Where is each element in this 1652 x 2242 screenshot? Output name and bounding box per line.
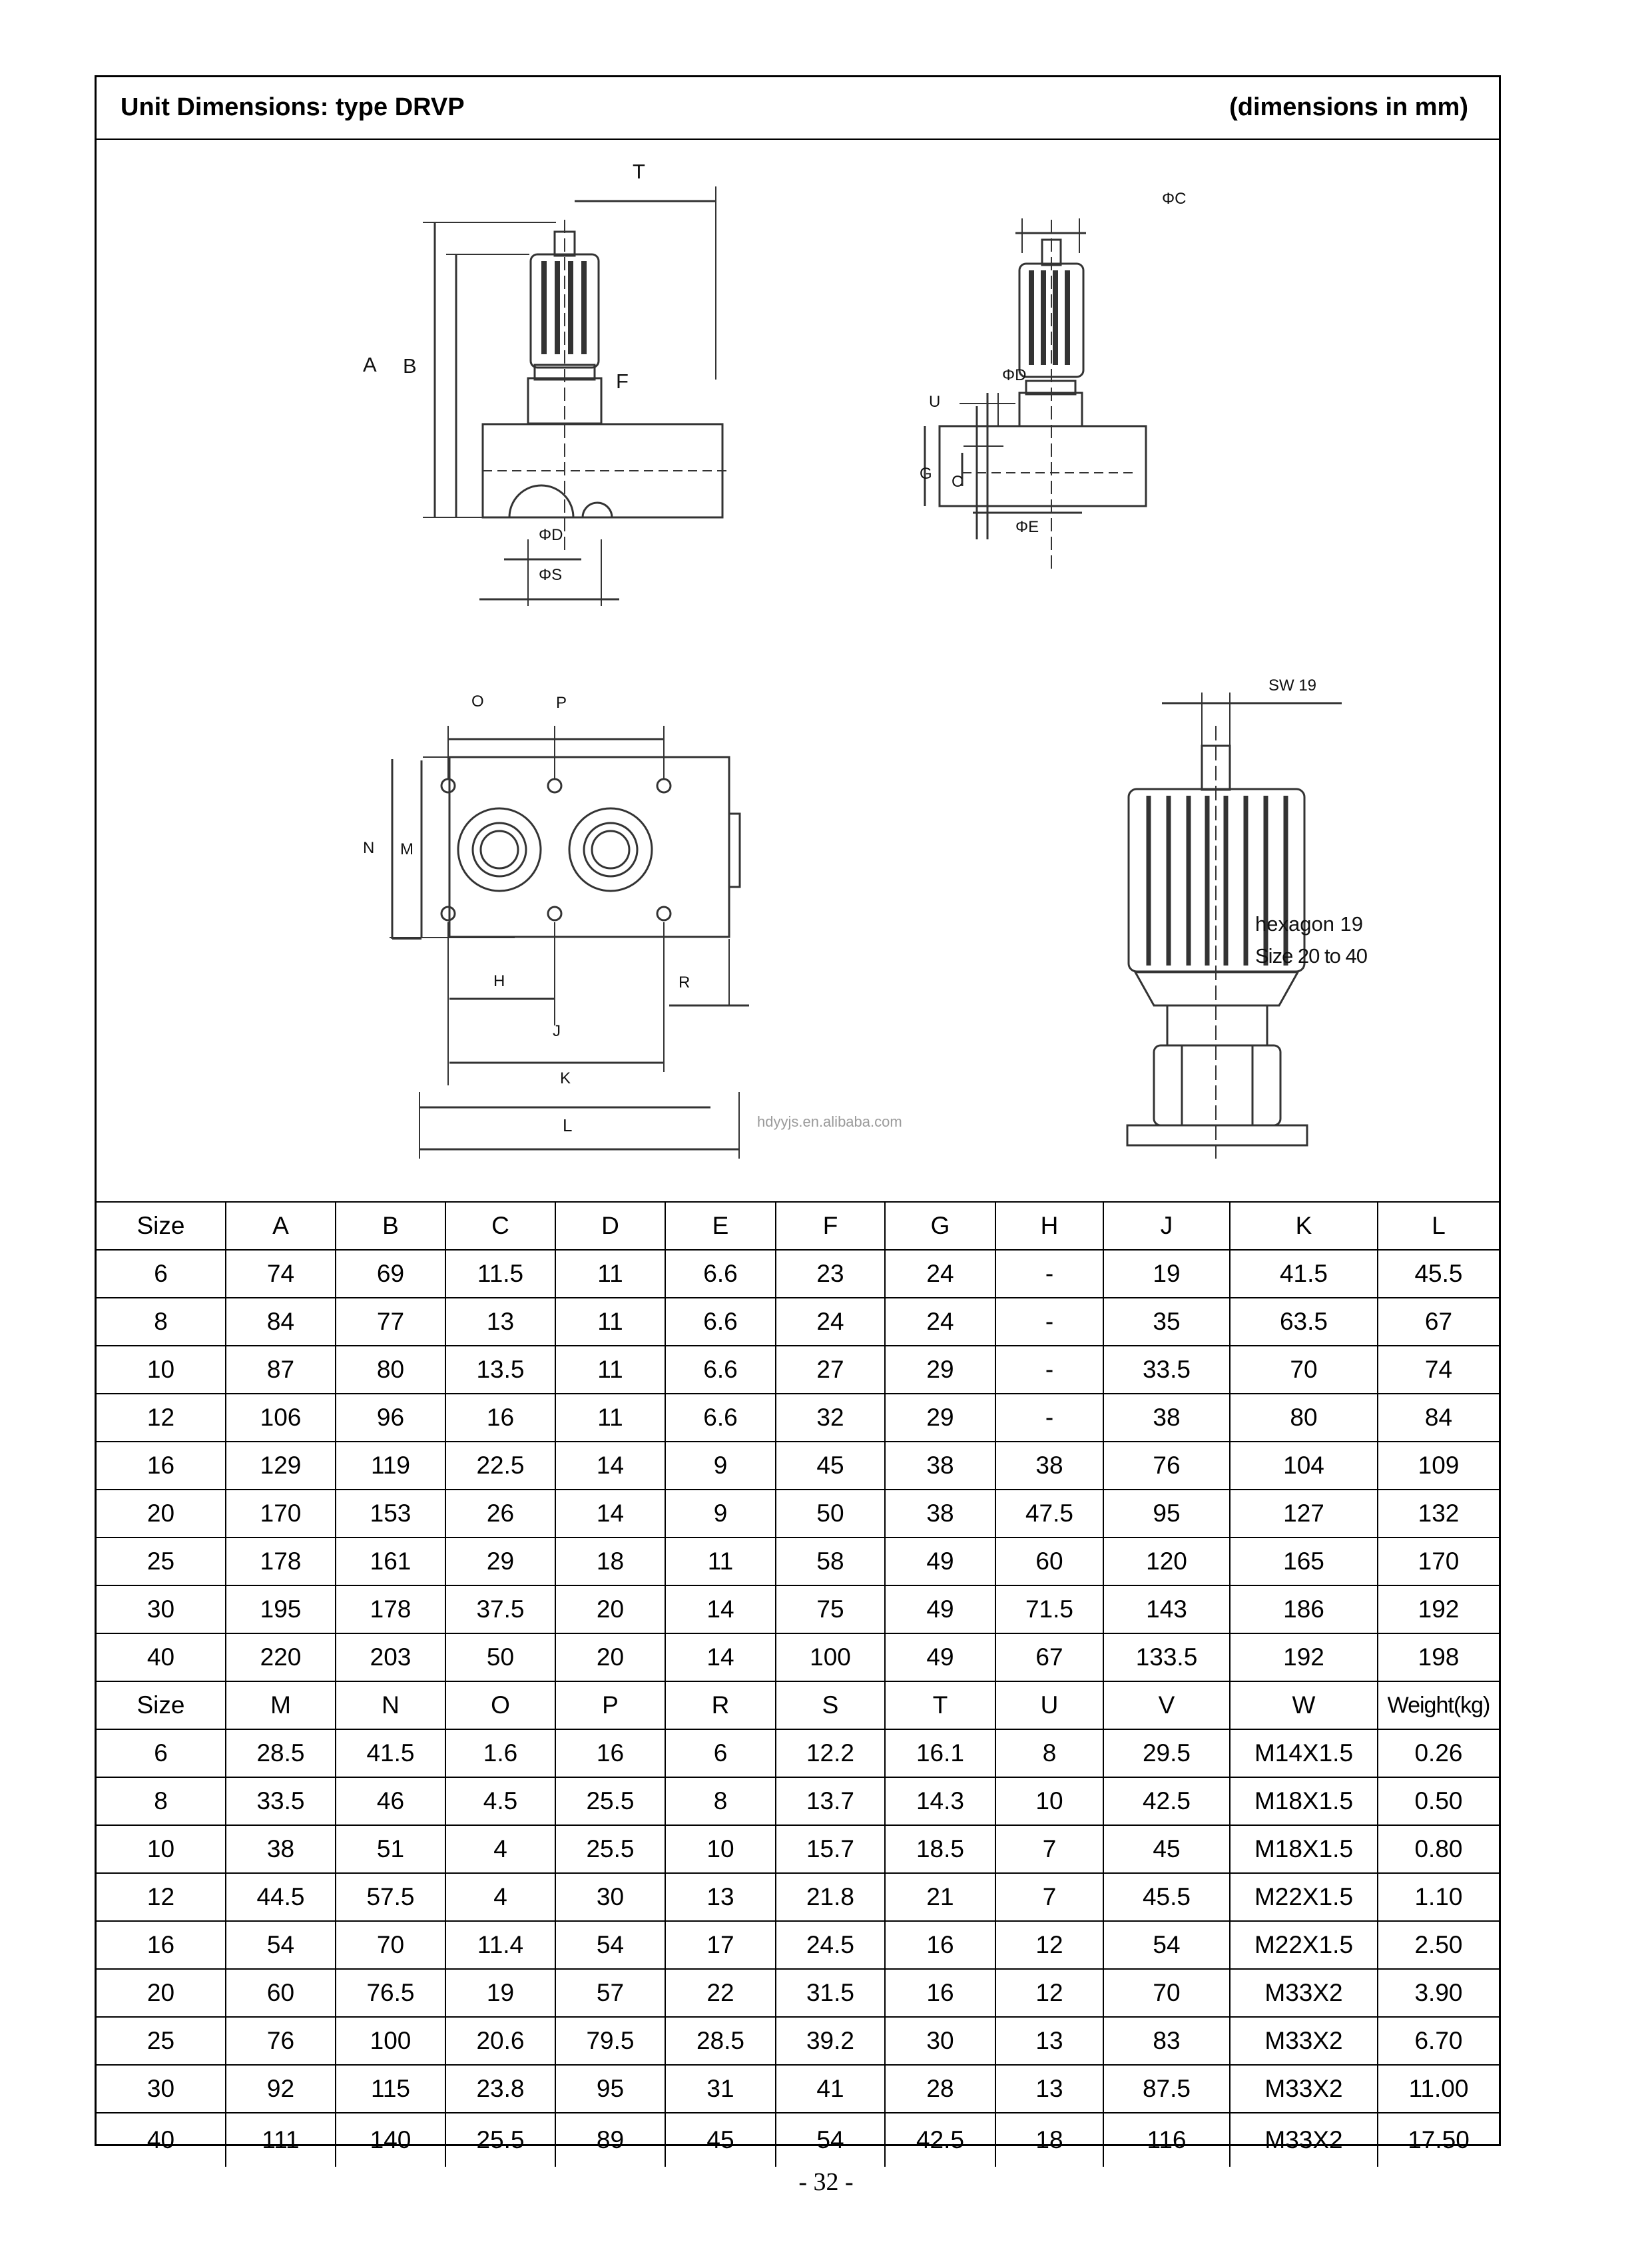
dim-label-n: N: [363, 839, 375, 857]
table-cell: 6.6: [665, 1394, 776, 1442]
table-cell: 7: [995, 1873, 1103, 1921]
table-cell: 74: [1378, 1346, 1499, 1394]
table-cell: 109: [1378, 1442, 1499, 1490]
table-row: [97, 1729, 1499, 1777]
table-cell: 77: [336, 1298, 445, 1346]
drawing-lines: [97, 140, 1499, 1201]
table-cell: 83: [1103, 2017, 1230, 2065]
table-cell: 79.5: [555, 2017, 665, 2065]
table-cell: 178: [336, 1585, 445, 1633]
table-cell: 6.6: [665, 1298, 776, 1346]
table-cell: 58: [776, 1538, 885, 1585]
table-row: [97, 1298, 1499, 1346]
table-cell: 10: [665, 1825, 776, 1873]
table-cell: 13.5: [445, 1346, 555, 1394]
table-cell: 57: [555, 1969, 665, 2017]
dim-label-d1: ΦD: [539, 526, 563, 544]
column-header: U: [995, 1681, 1103, 1729]
table-cell: 100: [776, 1633, 885, 1681]
table-cell: 84: [226, 1298, 336, 1346]
table-cell: 38: [226, 1825, 336, 1873]
table-cell: 119: [336, 1442, 445, 1490]
table-cell: 14: [555, 1490, 665, 1538]
table-cell: 95: [1103, 1490, 1230, 1538]
table-cell: 220: [226, 1633, 336, 1681]
table-cell: 14.3: [885, 1777, 995, 1825]
dim-label-p: P: [556, 694, 567, 712]
table-cell: 71.5: [995, 1585, 1103, 1633]
table-cell: M33X2: [1230, 2113, 1378, 2167]
table-cell: 49: [885, 1633, 995, 1681]
size-range-note: Size 20 to 40: [1255, 944, 1367, 968]
table-cell: 100: [336, 2017, 445, 2065]
table-cell: 16: [97, 1921, 226, 1969]
table-cell: 22.5: [445, 1442, 555, 1490]
table-cell: 16: [885, 1921, 995, 1969]
table-cell: 195: [226, 1585, 336, 1633]
table-cell: 198: [1378, 1633, 1499, 1681]
units-note: (dimensions in mm): [1229, 93, 1468, 121]
technical-drawing: [97, 140, 1499, 1201]
table-cell: 76: [226, 2017, 336, 2065]
table-row: [97, 1346, 1499, 1394]
column-header: V: [1103, 1681, 1230, 1729]
table-cell: 23: [776, 1250, 885, 1298]
table-cell: 13: [445, 1298, 555, 1346]
table-cell: 25.5: [555, 1777, 665, 1825]
table-cell: 25.5: [445, 2113, 555, 2167]
table-cell: 133.5: [1103, 1633, 1230, 1681]
table-cell: 12: [995, 1921, 1103, 1969]
table-cell: 13.7: [776, 1777, 885, 1825]
dim-label-k: K: [560, 1069, 571, 1087]
table-cell: 1.6: [445, 1729, 555, 1777]
column-header: Weight(kg): [1378, 1681, 1499, 1729]
table-cell: 161: [336, 1538, 445, 1585]
table-cell: 46: [336, 1777, 445, 1825]
table-cell: 203: [336, 1633, 445, 1681]
table-cell: 116: [1103, 2113, 1230, 2167]
table-row: [97, 2113, 1499, 2167]
column-header: O: [445, 1681, 555, 1729]
table-cell: 27: [776, 1346, 885, 1394]
table-cell: 29: [885, 1346, 995, 1394]
table-cell: 120: [1103, 1538, 1230, 1585]
table-cell: 70: [336, 1921, 445, 1969]
header-row-a-l: [97, 1202, 1499, 1250]
table-cell: 38: [1103, 1394, 1230, 1442]
table-cell: 6.70: [1378, 2017, 1499, 2065]
table-cell: 16: [97, 1442, 226, 1490]
table-cell: 11: [555, 1298, 665, 1346]
column-header: K: [1230, 1202, 1378, 1250]
table-cell: 74: [226, 1250, 336, 1298]
table-cell: 132: [1378, 1490, 1499, 1538]
table-row: [97, 1250, 1499, 1298]
table-cell: 67: [1378, 1298, 1499, 1346]
column-header: Size: [97, 1202, 226, 1250]
table-cell: 8: [97, 1298, 226, 1346]
table-cell: 8: [995, 1729, 1103, 1777]
column-header: J: [1103, 1202, 1230, 1250]
table-cell: 4: [445, 1825, 555, 1873]
table-cell: -: [995, 1250, 1103, 1298]
table-cell: 104: [1230, 1442, 1378, 1490]
table-cell: 20: [555, 1585, 665, 1633]
column-header: R: [665, 1681, 776, 1729]
column-header: T: [885, 1681, 995, 1729]
table-cell: 24: [885, 1298, 995, 1346]
dimension-sheet: [95, 75, 1501, 2153]
table-cell: 14: [555, 1442, 665, 1490]
table-cell: 70: [1103, 1969, 1230, 2017]
table-cell: 11: [555, 1250, 665, 1298]
table-cell: 24: [776, 1298, 885, 1346]
dim-label-r: R: [679, 974, 690, 991]
bottom-view: [390, 726, 749, 1159]
table-cell: 42.5: [1103, 1777, 1230, 1825]
side-view: [423, 186, 729, 606]
watermark: hdyyjs.en.alibaba.com: [757, 1113, 902, 1130]
dim-label-sw: SW 19: [1268, 677, 1317, 695]
column-header: B: [336, 1202, 445, 1250]
table-cell: 25: [97, 2017, 226, 2065]
table-cell: 16: [555, 1729, 665, 1777]
table-cell: M33X2: [1230, 2065, 1378, 2113]
table-cell: 42.5: [885, 2113, 995, 2167]
table-cell: 11: [665, 1538, 776, 1585]
table-cell: 11: [555, 1346, 665, 1394]
table-cell: 45: [665, 2113, 776, 2167]
dim-label-t: T: [633, 160, 645, 183]
table-cell: 80: [1230, 1394, 1378, 1442]
table-row: [97, 1538, 1499, 1585]
table-cell: 31: [665, 2065, 776, 2113]
dim-label-d2: ΦS: [539, 566, 563, 584]
table-cell: 63.5: [1230, 1298, 1378, 1346]
table-cell: 13: [665, 1873, 776, 1921]
table-cell: 129: [226, 1442, 336, 1490]
dim-label-e: ΦE: [1015, 518, 1039, 536]
dim-label-dd: ΦD: [1002, 366, 1027, 384]
table-cell: 111: [226, 2113, 336, 2167]
column-header: N: [336, 1681, 445, 1729]
table-row: [97, 2017, 1499, 2065]
table-cell: 11: [555, 1394, 665, 1442]
table-cell: 12: [97, 1394, 226, 1442]
table-cell: 0.26: [1378, 1729, 1499, 1777]
table-cell: 89: [555, 2113, 665, 2167]
table-cell: 7: [995, 1825, 1103, 1873]
table-cell: 170: [226, 1490, 336, 1538]
table-cell: 69: [336, 1250, 445, 1298]
table-cell: 38: [885, 1490, 995, 1538]
table-cell: 45: [776, 1442, 885, 1490]
table-cell: 30: [555, 1873, 665, 1921]
column-header: D: [555, 1202, 665, 1250]
table-cell: 127: [1230, 1490, 1378, 1538]
table-cell: 10: [995, 1777, 1103, 1825]
table-cell: 44.5: [226, 1873, 336, 1921]
table-row: [97, 1442, 1499, 1490]
table-cell: 0.50: [1378, 1777, 1499, 1825]
table-cell: 4: [445, 1873, 555, 1921]
dim-label-h: H: [493, 972, 505, 990]
table-cell: 60: [226, 1969, 336, 2017]
table-cell: 12.2: [776, 1729, 885, 1777]
table-cell: 165: [1230, 1538, 1378, 1585]
table-cell: 95: [555, 2065, 665, 2113]
table-cell: 0.80: [1378, 1825, 1499, 1873]
column-header: G: [885, 1202, 995, 1250]
column-header: C: [445, 1202, 555, 1250]
hexagon-note: hexagon 19: [1255, 912, 1364, 936]
table-cell: 1.10: [1378, 1873, 1499, 1921]
table-cell: M33X2: [1230, 1969, 1378, 2017]
table-cell: 192: [1378, 1585, 1499, 1633]
header-row-m-weight: [97, 1681, 1499, 1729]
table-cell: 84: [1378, 1394, 1499, 1442]
table-cell: 3.90: [1378, 1969, 1499, 2017]
sheet-title: Unit Dimensions: type DRVP: [121, 93, 465, 121]
table-row: [97, 1873, 1499, 1921]
table-cell: 178: [226, 1538, 336, 1585]
table-cell: 28.5: [226, 1729, 336, 1777]
table-cell: 14: [665, 1633, 776, 1681]
table-cell: 67: [995, 1633, 1103, 1681]
table-cell: 115: [336, 2065, 445, 2113]
sheet-header: [97, 77, 1499, 140]
table-cell: 143: [1103, 1585, 1230, 1633]
table-cell: 45: [1103, 1825, 1230, 1873]
table-cell: -: [995, 1394, 1103, 1442]
table-cell: M22X1.5: [1230, 1873, 1378, 1921]
table-cell: 21.8: [776, 1873, 885, 1921]
table-cell: 51: [336, 1825, 445, 1873]
table-cell: 28.5: [665, 2017, 776, 2065]
table-row: [97, 1825, 1499, 1873]
table-cell: 20.6: [445, 2017, 555, 2065]
page-number: - 32 -: [798, 2168, 854, 2196]
table-cell: 87: [226, 1346, 336, 1394]
table-cell: 9: [665, 1442, 776, 1490]
table-cell: 41.5: [336, 1729, 445, 1777]
table-cell: 29: [885, 1394, 995, 1442]
table-cell: 50: [776, 1490, 885, 1538]
table-cell: 76.5: [336, 1969, 445, 2017]
table-cell: 29.5: [1103, 1729, 1230, 1777]
column-header: A: [226, 1202, 336, 1250]
table-cell: M33X2: [1230, 2017, 1378, 2065]
table-cell: 6.6: [665, 1250, 776, 1298]
dim-label-f: F: [616, 370, 629, 393]
table-cell: 24.5: [776, 1921, 885, 1969]
table-cell: 47.5: [995, 1490, 1103, 1538]
dim-label-m: M: [400, 840, 413, 858]
table-row: [97, 1633, 1499, 1681]
table-cell: 9: [665, 1490, 776, 1538]
table-cell: 20: [555, 1633, 665, 1681]
column-header: M: [226, 1681, 336, 1729]
table-cell: 26: [445, 1490, 555, 1538]
table-cell: 49: [885, 1538, 995, 1585]
table-cell: 10: [97, 1346, 226, 1394]
table-cell: 18: [995, 2113, 1103, 2167]
table-cell: 30: [97, 1585, 226, 1633]
column-header: L: [1378, 1202, 1499, 1250]
table-cell: 22: [665, 1969, 776, 2017]
table-row: [97, 1394, 1499, 1442]
dim-label-o: O: [471, 693, 484, 710]
table-cell: 35: [1103, 1298, 1230, 1346]
table-cell: 18.5: [885, 1825, 995, 1873]
table-cell: 41: [776, 2065, 885, 2113]
table-cell: 24: [885, 1250, 995, 1298]
table-cell: 16: [885, 1969, 995, 2017]
table-cell: 38: [995, 1442, 1103, 1490]
table-row: [97, 1777, 1499, 1825]
table-cell: M14X1.5: [1230, 1729, 1378, 1777]
table-cell: 20: [97, 1490, 226, 1538]
table-cell: 8: [97, 1777, 226, 1825]
table-cell: 23.8: [445, 2065, 555, 2113]
table-cell: 30: [885, 2017, 995, 2065]
table-row: [97, 1969, 1499, 2017]
table-cell: 31.5: [776, 1969, 885, 2017]
table-cell: 75: [776, 1585, 885, 1633]
dim-label-a: A: [363, 353, 377, 376]
table-cell: 40: [97, 2113, 226, 2167]
table-cell: 28: [885, 2065, 995, 2113]
table-cell: 54: [1103, 1921, 1230, 1969]
table-cell: 18: [555, 1538, 665, 1585]
table-cell: M18X1.5: [1230, 1777, 1378, 1825]
table-cell: 6: [97, 1729, 226, 1777]
table-cell: 60: [995, 1538, 1103, 1585]
table-cell: 13: [995, 2017, 1103, 2065]
table-cell: 54: [776, 2113, 885, 2167]
table-cell: 54: [226, 1921, 336, 1969]
column-header: E: [665, 1202, 776, 1250]
table-cell: 92: [226, 2065, 336, 2113]
table-row: [97, 1921, 1499, 1969]
dim-label-b: B: [403, 354, 417, 378]
column-header: H: [995, 1202, 1103, 1250]
table-cell: 45.5: [1378, 1250, 1499, 1298]
table-cell: M18X1.5: [1230, 1825, 1378, 1873]
table-cell: 38: [885, 1442, 995, 1490]
table-cell: 11.5: [445, 1250, 555, 1298]
table-cell: 153: [336, 1490, 445, 1538]
table-cell: M22X1.5: [1230, 1921, 1378, 1969]
table-cell: 45.5: [1103, 1873, 1230, 1921]
table-cell: 11.4: [445, 1921, 555, 1969]
column-header: F: [776, 1202, 885, 1250]
table-cell: 10: [97, 1825, 226, 1873]
table-cell: -: [995, 1346, 1103, 1394]
table-cell: 14: [665, 1585, 776, 1633]
table-cell: 41.5: [1230, 1250, 1378, 1298]
table-cell: 54: [555, 1921, 665, 1969]
table-cell: 70: [1230, 1346, 1378, 1394]
table-cell: 50: [445, 1633, 555, 1681]
table-cell: 6: [665, 1729, 776, 1777]
table-cell: 12: [995, 1969, 1103, 2017]
table-cell: 21: [885, 1873, 995, 1921]
table-cell: 192: [1230, 1633, 1378, 1681]
table-cell: 33.5: [1103, 1346, 1230, 1394]
table-cell: 25.5: [555, 1825, 665, 1873]
table-cell: 17: [665, 1921, 776, 1969]
table-cell: 32: [776, 1394, 885, 1442]
dim-label-c2: C: [952, 473, 964, 491]
table-cell: 30: [97, 2065, 226, 2113]
table-cell: 19: [445, 1969, 555, 2017]
table-row: [97, 1585, 1499, 1633]
table-body: [97, 1202, 1499, 2167]
dim-label-l: L: [563, 1115, 573, 1135]
table-cell: 16: [445, 1394, 555, 1442]
table-cell: 80: [336, 1346, 445, 1394]
dim-label-g: G: [920, 465, 932, 483]
table-cell: 15.7: [776, 1825, 885, 1873]
table-cell: 16.1: [885, 1729, 995, 1777]
dim-label-c: ΦC: [1162, 190, 1187, 208]
table-cell: 6.6: [665, 1346, 776, 1394]
table-cell: 170: [1378, 1538, 1499, 1585]
dim-label-u: U: [929, 393, 941, 411]
table-cell: 96: [336, 1394, 445, 1442]
table-cell: 6: [97, 1250, 226, 1298]
table-cell: 186: [1230, 1585, 1378, 1633]
table-cell: 33.5: [226, 1777, 336, 1825]
table-cell: 40: [97, 1633, 226, 1681]
table-cell: 76: [1103, 1442, 1230, 1490]
table-cell: 8: [665, 1777, 776, 1825]
table-cell: 17.50: [1378, 2113, 1499, 2167]
table-cell: 29: [445, 1538, 555, 1585]
table-cell: 12: [97, 1873, 226, 1921]
dimensions-table: [97, 1201, 1499, 2167]
table-cell: 25: [97, 1538, 226, 1585]
table-cell: 11.00: [1378, 2065, 1499, 2113]
table-cell: 57.5: [336, 1873, 445, 1921]
table-cell: -: [995, 1298, 1103, 1346]
table-cell: 13: [995, 2065, 1103, 2113]
table-cell: 87.5: [1103, 2065, 1230, 2113]
column-header: W: [1230, 1681, 1378, 1729]
table-cell: 4.5: [445, 1777, 555, 1825]
table-cell: 37.5: [445, 1585, 555, 1633]
column-header: Size: [97, 1681, 226, 1729]
column-header: S: [776, 1681, 885, 1729]
table-cell: 39.2: [776, 2017, 885, 2065]
table-cell: 2.50: [1378, 1921, 1499, 1969]
table-cell: 20: [97, 1969, 226, 2017]
table-cell: 140: [336, 2113, 445, 2167]
dim-label-j: J: [553, 1022, 561, 1040]
table-cell: 19: [1103, 1250, 1230, 1298]
table-row: [97, 1490, 1499, 1538]
table-row: [97, 2065, 1499, 2113]
column-header: P: [555, 1681, 665, 1729]
table-cell: 106: [226, 1394, 336, 1442]
table-cell: 49: [885, 1585, 995, 1633]
